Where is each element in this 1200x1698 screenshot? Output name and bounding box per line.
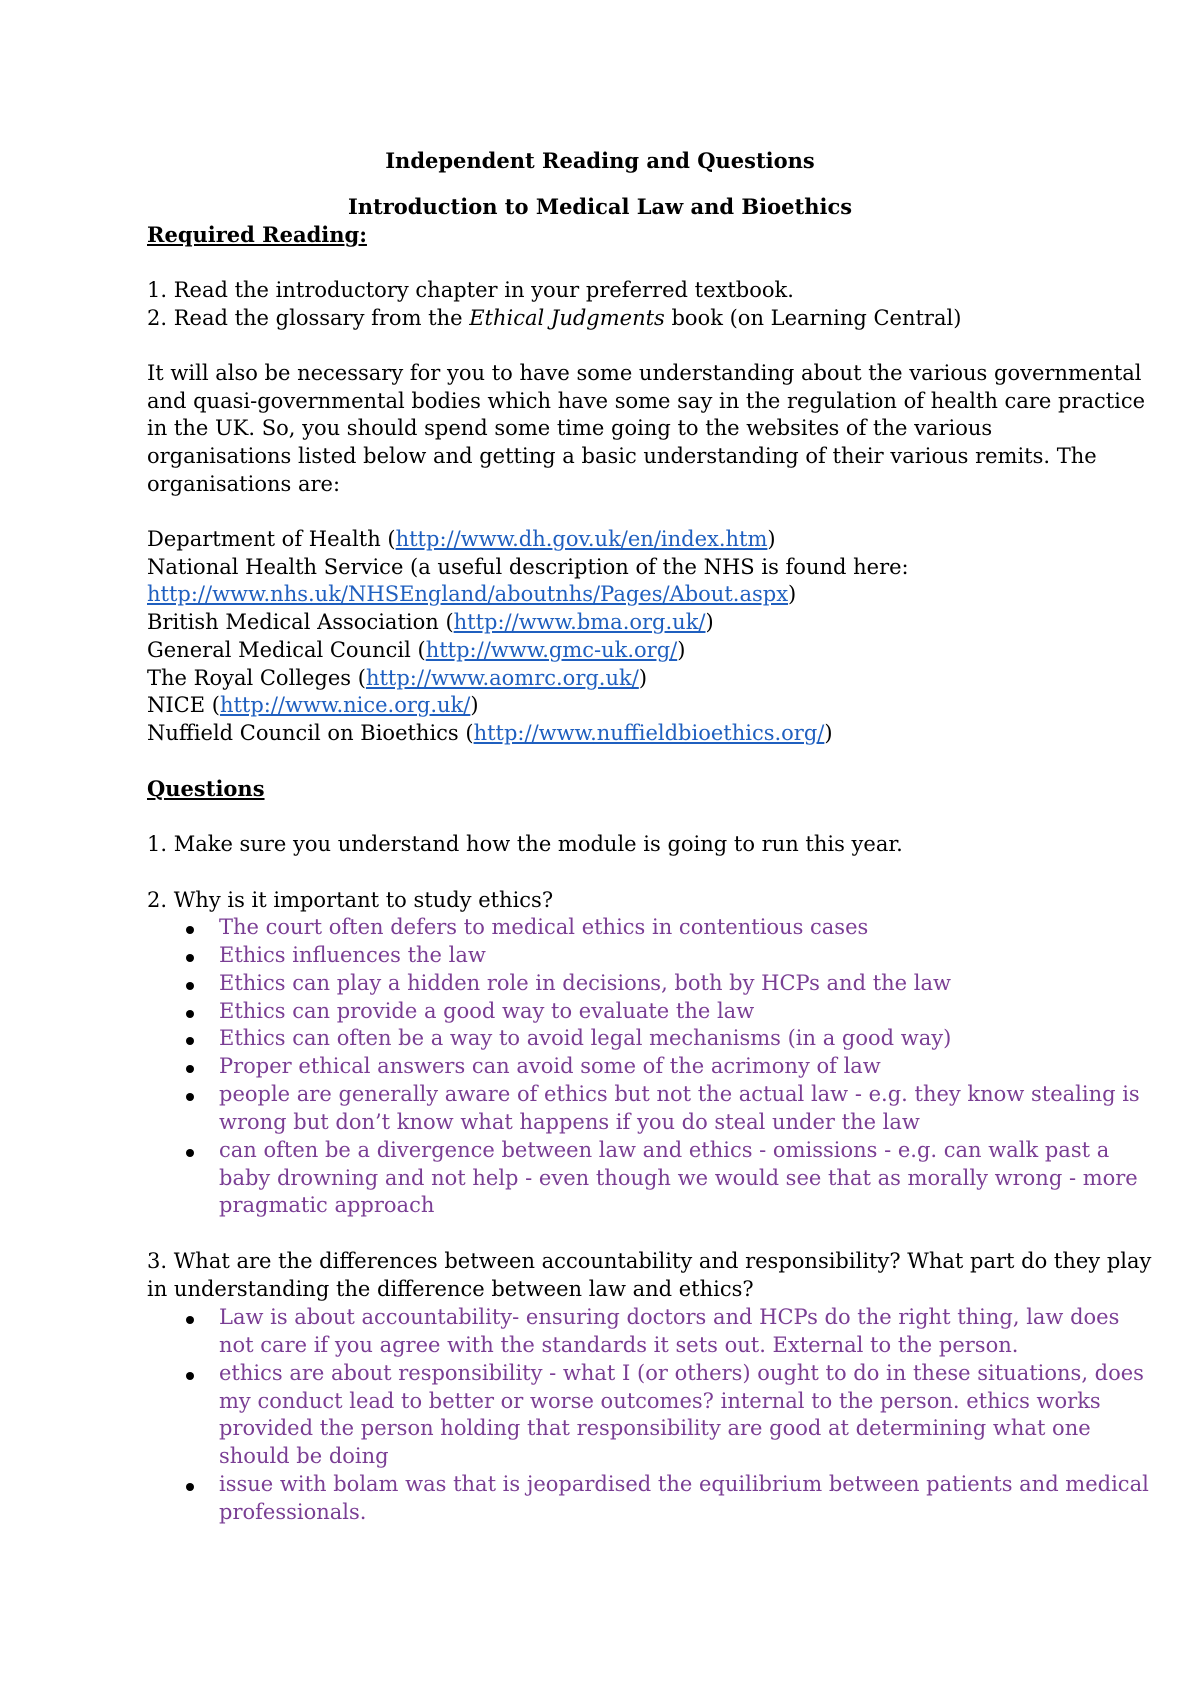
intro-line: organisations listed below and getting a basic understanding of their various remits. The [147,444,1097,468]
q3-answer: Law is about accountability- ensuring doctors and HCPs do the right thing, law does [219,1305,1120,1329]
paren: ) [705,610,714,634]
q3-answer-cont: my conduct lead to better or worse outcomes? internal to the person. ethics works [219,1389,1101,1413]
required-reading-heading: Required Reading: [147,222,367,247]
question-2: 2. Why is it important to study ethics? [147,888,554,912]
question-3: 3. What are the differences between accountability and responsibility? What part do they play [147,1249,1152,1273]
org-nice [147,691,479,719]
bullet-icon [186,1010,194,1018]
q2-answer-cont: pragmatic approach [219,1193,435,1217]
bullet-icon [186,1149,194,1157]
doh-link[interactable]: http://www.dh.gov.uk/en/index.htm [395,527,768,551]
org-label: Department of Health ( [147,527,396,551]
bullet-icon [186,1483,194,1491]
org-label: NICE ( [147,693,220,717]
paren: ) [677,638,686,662]
bullet-icon [186,926,194,934]
bullet-icon [186,1316,194,1324]
bma-link[interactable]: http://www.bma.org.uk/ [453,610,706,634]
org-nhs-link-line [147,580,796,608]
q2-answer: The court often defers to medical ethics in contentious cases [219,915,869,939]
q2-answer: Proper ethical answers can avoid some of the acrimony of law [219,1054,881,1078]
nice-link[interactable]: http://www.nice.org.uk/ [219,693,471,717]
q3-answer-cont: not care if you agree with the standards it sets out. External to the person. [219,1333,1019,1357]
question-3-cont: in understanding the difference between law and ethics? [147,1277,754,1301]
paren: ) [470,693,479,717]
org-nuffield [147,719,833,747]
intro-line: in the UK. So, you should spend some time going to the websites of the various [147,416,993,440]
q2-answer: Ethics can play a hidden role in decisions, both by HCPs and the law [219,971,951,995]
document-subtitle: Introduction to Medical Law and Bioethics [347,194,853,219]
org-label: Nuffield Council on Bioethics ( [147,721,474,745]
nhs-link[interactable]: http://www.nhs.uk/NHSEngland/aboutnhs/Pages/About.aspx [147,582,789,606]
org-bma [147,608,714,636]
paren: ) [638,666,648,690]
nuffield-link[interactable]: http://www.nuffieldbioethics.org/ [473,721,825,745]
reading-item-2-suffix: book (on Learning Central) [664,306,962,330]
intro-line: and quasi-governmental bodies which have some say in the regulation of health care practice [147,389,1146,413]
questions-heading: Questions [147,776,265,801]
reading-item-2 [147,304,961,332]
question-1: 1. Make sure you understand how the module is going to run this year. [147,832,903,856]
bullet-icon [186,982,194,990]
bullet-icon [186,1372,194,1380]
reading-item-2-prefix: 2. Read the glossary from the [147,306,470,330]
org-label: General Medical Council ( [147,638,426,662]
org-doh [147,525,776,553]
q2-answer: Ethics influences the law [219,943,486,967]
bullet-icon [186,1093,194,1101]
intro-line: organisations are: [147,472,341,496]
org-label: British Medical Association ( [147,610,454,634]
paren: ) [767,527,776,551]
q2-answer: people are generally aware of ethics but not the actual law - e.g. they know stealing is [219,1082,1140,1106]
q3-answer-cont: provided the person holding that responsibility are good at determining what one [219,1416,1091,1440]
q3-answer-cont: professionals. [219,1500,367,1524]
royal-colleges-link[interactable]: http://www.aomrc.org.uk/ [365,666,639,690]
q2-answer-cont: baby drowning and not help - even though we would see that as morally wrong - more [219,1166,1138,1190]
document-title: Independent Reading and Questions [385,148,815,173]
gmc-link[interactable]: http://www.gmc-uk.org/ [425,638,678,662]
org-royal-colleges [147,664,647,692]
q3-answer: ethics are about responsibility - what I (or others) ought to do in these situations, does [219,1361,1144,1385]
bullet-icon [186,954,194,962]
reading-item-1: 1. Read the introductory chapter in your preferred textbook. [147,278,794,302]
paren: ) [788,582,797,606]
q2-answer: Ethics can often be a way to avoid legal mechanisms (in a good way) [219,1026,952,1050]
org-nhs: National Health Service (a useful description of the NHS is found here: [147,555,909,579]
org-gmc [147,636,685,664]
q2-answer: can often be a divergence between law and ethics - omissions - e.g. can walk past a [219,1138,1110,1162]
q3-answer-cont: should be doing [219,1444,389,1468]
bullet-icon [186,1037,194,1045]
book-title: Ethical Judgments [469,306,665,330]
bullet-icon [186,1065,194,1073]
intro-line: It will also be necessary for you to have some understanding about the various governmental [147,361,1142,385]
q3-answer: issue with bolam was that is jeopardised the equilibrium between patients and medical [219,1472,1149,1496]
org-label: The Royal Colleges ( [147,666,366,690]
q2-answer-cont: wrong but don’t know what happens if you do steal under the law [219,1110,920,1134]
q2-answer: Ethics can provide a good way to evaluate the law [219,999,755,1023]
paren: ) [824,721,833,745]
